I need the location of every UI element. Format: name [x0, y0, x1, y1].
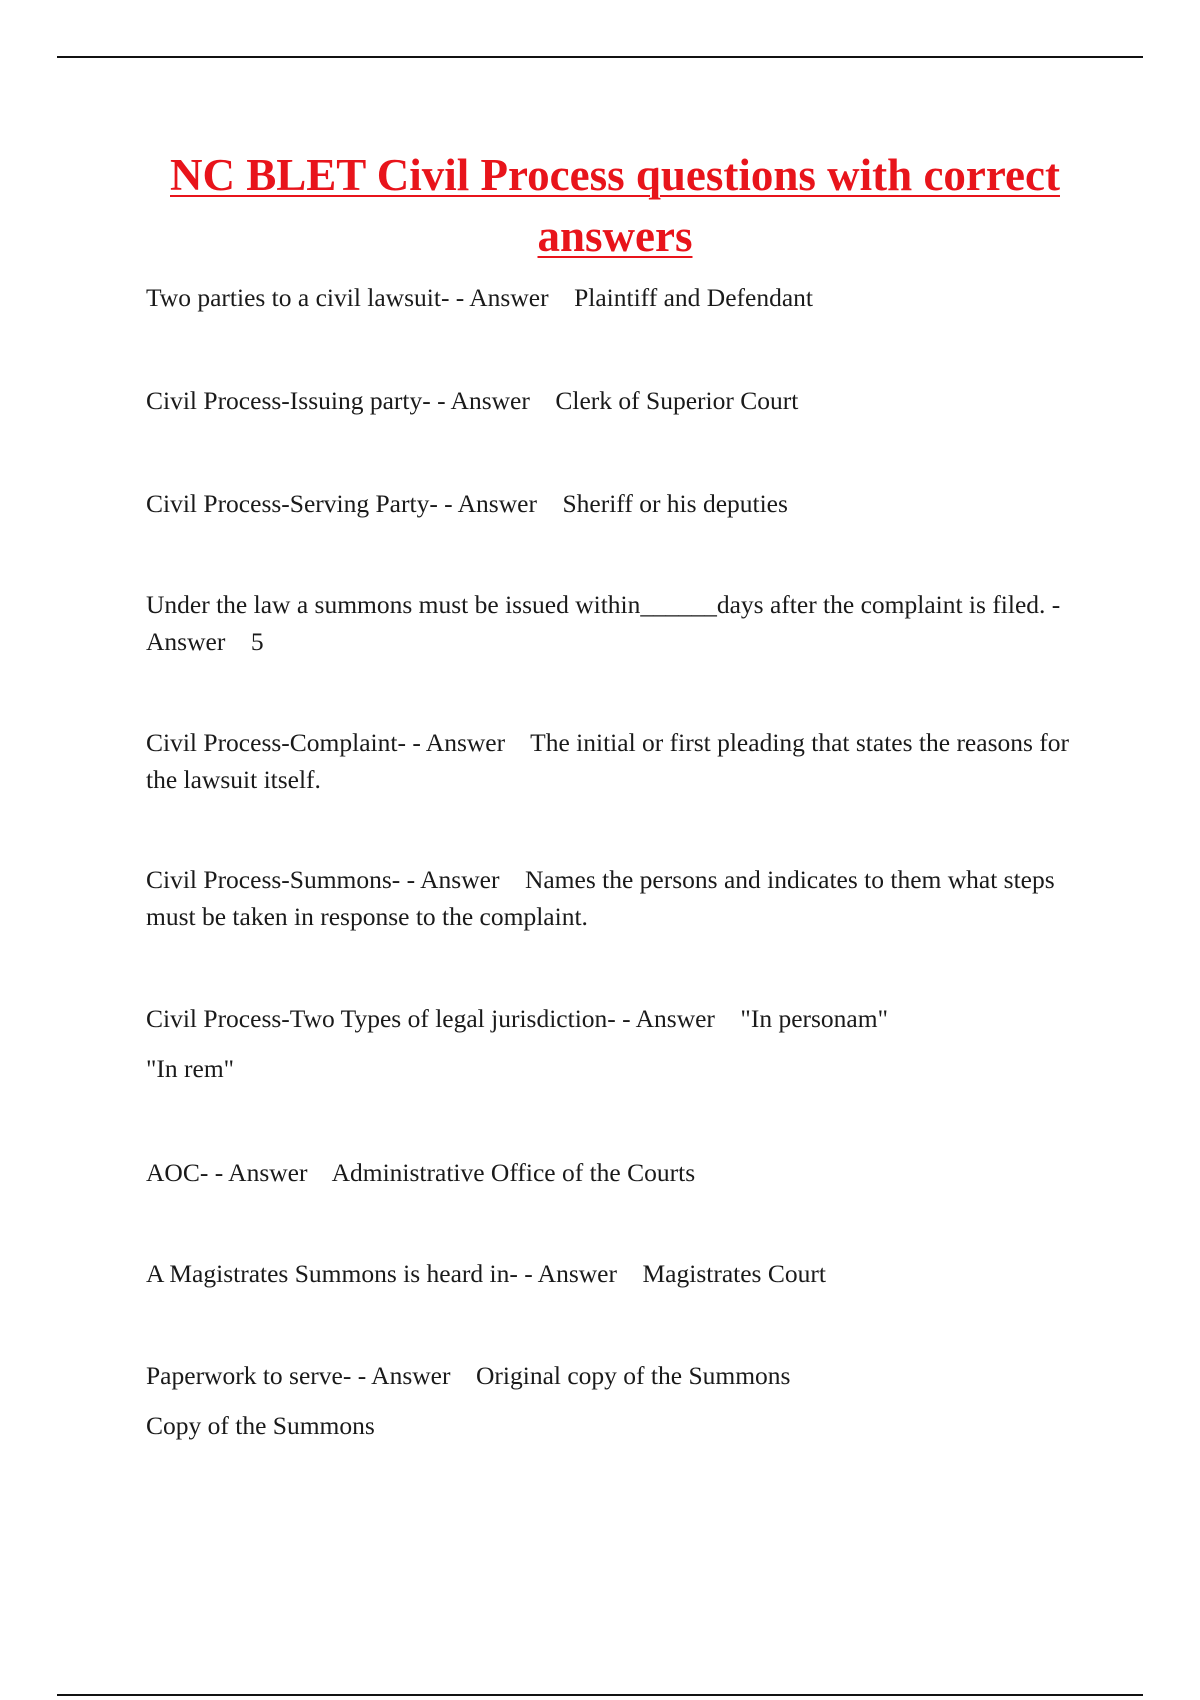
qa-question: A Magistrates Summons is heard in- - Answer	[146, 1259, 617, 1288]
qa-answer: Clerk of Superior Court	[555, 386, 799, 415]
qa-item	[146, 1255, 1091, 1292]
qa-answer-continuation: "In rem"	[146, 1054, 235, 1083]
qa-answer-continuation: Copy of the Summons	[146, 1411, 375, 1440]
qa-item	[146, 485, 1091, 522]
qa-question: Civil Process-Serving Party- - Answer	[146, 489, 537, 518]
qa-question: Civil Process-Summons- - Answer	[146, 865, 500, 894]
qa-answer: Administrative Office of the Courts	[331, 1158, 696, 1187]
qa-item	[146, 1154, 1091, 1191]
qa-answer: Names the persons and indicates to them what steps must be taken in response to the complaint.	[146, 865, 1055, 931]
document-title: NC BLET Civil Process questions with correct answers	[170, 150, 1060, 261]
qa-question: Two parties to a civil lawsuit- - Answer	[146, 283, 549, 312]
qa-answer: "In personam"	[740, 1004, 888, 1033]
qa-question: Civil Process-Two Types of legal jurisdiction- - Answer	[146, 1004, 715, 1033]
qa-item	[146, 586, 1091, 660]
qa-item	[146, 724, 1091, 798]
qa-item	[146, 861, 1091, 935]
bottom-rule	[57, 1694, 1143, 1696]
qa-answer: Original copy of the Summons	[476, 1361, 791, 1390]
qa-answer: Magistrates Court	[642, 1259, 826, 1288]
qa-answer: Sheriff or his deputies	[562, 489, 788, 518]
qa-item	[146, 382, 1091, 419]
qa-item	[146, 279, 1091, 316]
qa-item	[146, 1000, 1091, 1087]
qa-question: Paperwork to serve- - Answer	[146, 1361, 451, 1390]
qa-question: AOC- - Answer	[146, 1158, 308, 1187]
qa-question: Civil Process-Complaint- - Answer	[146, 728, 506, 757]
qa-item	[146, 1357, 1091, 1444]
qa-answer: The initial or first pleading that states the reasons for the lawsuit itself.	[146, 728, 1070, 794]
qa-question: Civil Process-Issuing party- - Answer	[146, 386, 530, 415]
qa-question: Under the law a summons must be issued within______days after the complaint is filed. - Answer	[146, 590, 1061, 656]
qa-answer: Plaintiff and Defendant	[574, 283, 813, 312]
qa-answer: 5	[250, 627, 264, 656]
